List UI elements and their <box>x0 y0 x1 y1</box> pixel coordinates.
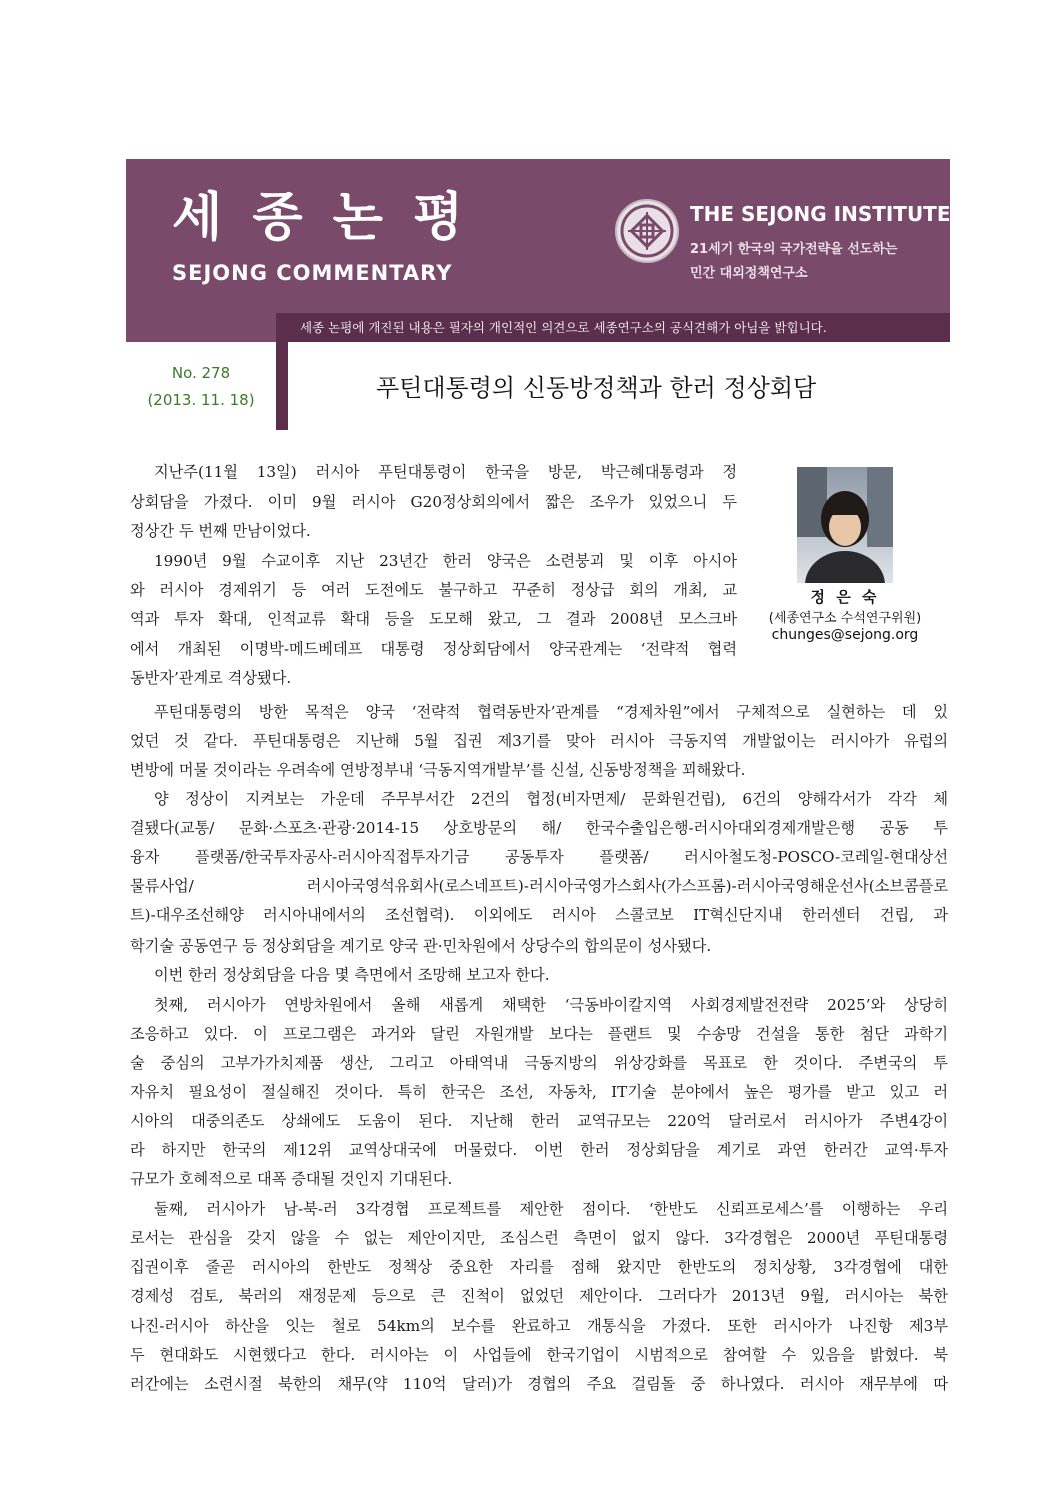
body-line: 결됐다(교통/ 문화·스포츠·관광·2014-15 상호방문의 해/ 한국수출입은행-러시아대외경제개발은행 공동 투 <box>130 819 948 837</box>
issue-number: No. 278 <box>171 364 231 382</box>
body-line: 양 정상이 지켜보는 가운데 주무부서간 2건의 협정(비자면제/ 문화원건립), 6건의 양해각서가 각각 체 <box>154 790 948 808</box>
body-line: 조응하고 있다. 이 프로그램은 과거와 달린 자원개발 보다는 플랜트 및 수송망 건설을 통한 첨단 과학기 <box>130 1025 948 1043</box>
institute-tagline-2: 민간 대외정책연구소 <box>690 266 808 281</box>
body-line: 첫째, 러시아가 연방차원에서 올해 새롭게 채택한 ‘극동바이칼지역 사회경제발전전략 2025’와 상당히 <box>154 996 948 1014</box>
body-line: 1990년 9월 수교이후 지난 23년간 한러 양국은 소련붕괴 및 이후 아시아 <box>154 552 737 570</box>
issue-date: (2013. 11. 18) <box>147 391 255 409</box>
body-line: 정상간 두 번째 만남이었다. <box>130 522 311 540</box>
author-email: chunges@sejong.org <box>771 627 919 643</box>
body-line: 물류사업/ 러시아국영석유회사(로스네프트)-러시아국영가스회사(가스프롬)-러시아국영해운선사(소브콤플로 <box>130 877 948 895</box>
body-line: 자유치 필요성이 절실해진 것이다. 특히 한국은 조선, 자동차, IT기술 분야에서 높은 평가를 받고 있고 러 <box>130 1083 948 1101</box>
body-line: 와 러시아 경제위기 등 여러 도전에도 불구하고 꾸준히 정상급 회의 개최, 교 <box>130 581 737 599</box>
body-line: 에서 개최된 이명박-메드베데프 대통령 정상회담에서 양국관계는 ‘전략적 협력 <box>130 640 737 658</box>
body-line: 지난주(11월 13일) 러시아 푸틴대통령이 한국을 방문, 박근혜대통령과 정 <box>154 463 737 481</box>
body-line: 변방에 머물 것이라는 우려속에 연방정부내 ‘극동지역개발부’를 신설, 신동방정책을 꾀해왔다. <box>130 761 746 779</box>
institute-name: THE SEJONG INSTITUTE <box>690 202 951 226</box>
body-line: 둘째, 러시아가 남-북-러 3각경협 프로젝트를 제안한 점이다. ‘한반도 신뢰프로세스’를 이행하는 우리 <box>154 1200 948 1218</box>
body-line: 동반자’관계로 격상됐다. <box>130 669 292 687</box>
author-affiliation: (세종연구소 수석연구위원) <box>768 611 922 626</box>
body-line: 경제성 검토, 북러의 재정문제 등으로 큰 진척이 없었던 제안이다. 그러다가 2013년 9월, 러시아는 북한 <box>130 1287 948 1305</box>
body-line: 두 현대화도 시현했다고 한다. 러시아는 이 사업들에 한국기업이 시범적으로 참여할 수 있음을 밝혔다. 북 <box>130 1346 948 1364</box>
body-line: 시아의 대중의존도 상쇄에도 도움이 된다. 지난해 한러 교역규모는 220억 달러로서 러시아가 주변4강이 <box>130 1112 948 1130</box>
disclaimer-strip: 세종 논평에 개진된 내용은 필자의 개인적인 의견으로 세종연구소의 공식견해가 아님을 밝힙니다. <box>276 313 950 342</box>
header-divider <box>276 342 288 430</box>
body-line: 융자 플랫폼/한국투자공사-러시아직접투자기금 공동투자 플랫폼/ 러시아철도청-POSCO-코레일-현대상선 <box>130 848 948 866</box>
body-line: 라 하지만 한국의 제12위 교역상대국에 머물렀다. 이번 한러 정상회담을 계기로 과연 한러간 교역·투자 <box>130 1141 948 1159</box>
article-headline: 푸틴대통령의 신동방정책과 한러 정상회담 <box>376 374 817 402</box>
masthead-title-korean: 세 종 논 평 <box>172 188 470 248</box>
body-line: 역과 투자 확대, 인적교류 확대 등을 도모해 왔고, 그 결과 2008년 모스크바 <box>130 610 737 628</box>
author-name: 정 은 숙 <box>810 588 880 606</box>
body-line: 러간에는 소련시절 북한의 채무(약 110억 달러)가 경협의 주요 걸림돌 중 하나였다. 러시아 재무부에 따 <box>130 1375 948 1393</box>
body-line: 상회담을 가졌다. 이미 9월 러시아 G20정상회의에서 짧은 조우가 있었으니 두 <box>130 493 737 511</box>
body-line: 술 중심의 고부가가치제품 생산, 그리고 아태역내 극동지방의 위상강화를 목표로 한 것이다. 주변국의 투 <box>130 1054 948 1072</box>
body-line: 이번 한러 정상회담을 다음 몇 측면에서 조망해 보고자 한다. <box>154 966 550 984</box>
body-line: 트)-대우조선해양 러시아내에서의 조선협력). 이외에도 러시아 스콜코보 IT혁신단지내 한러센터 건립, 과 <box>130 906 948 924</box>
body-line: 집권이후 줄곧 러시아의 한반도 정책상 중요한 자리를 점해 왔지만 한반도의 정치상황, 3각경협에 대한 <box>130 1258 948 1276</box>
body-line: 로서는 관심을 갖지 않을 수 없는 제안이지만, 조심스런 측면이 없지 않다. 3각경협은 2000년 푸틴대통령 <box>130 1229 948 1247</box>
author-photo <box>797 467 893 583</box>
institute-tagline-1: 21세기 한국의 국가전략을 선도하는 <box>690 242 898 257</box>
body-line: 었던 것 같다. 푸틴대통령은 지난해 5월 집권 제3기를 맞아 러시아 극동지역 개발없이는 러시아가 유럽의 <box>130 732 948 750</box>
body-line: 규모가 호혜적으로 대폭 증대될 것인지 기대된다. <box>130 1170 453 1188</box>
body-line: 푸틴대통령의 방한 목적은 양국 ‘전략적 협력동반자’관계를 “경제차원”에서 구체적으로 실현하는 데 있 <box>154 703 948 721</box>
body-line: 학기술 공동연구 등 정상회담을 계기로 양국 관·민차원에서 상당수의 합의문이 성사됐다. <box>130 937 712 955</box>
body-line: 나진-러시아 하산을 잇는 철로 54km의 보수를 완료하고 개통식을 가졌다. 또한 러시아가 나진항 제3부 <box>130 1317 948 1335</box>
masthead-title-english: SEJONG COMMENTARY <box>172 261 453 285</box>
sejong-institute-logo-icon <box>614 198 680 264</box>
